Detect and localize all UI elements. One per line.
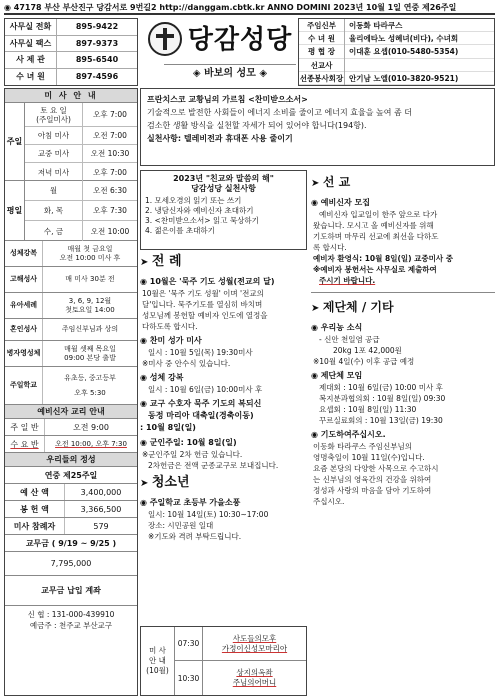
info-line: 매월 첫 금요일 — [67, 244, 113, 253]
catechumen-row — [5, 436, 137, 453]
offering-key: 미사 참례자 — [5, 518, 65, 534]
church-name: 당감성당 — [187, 25, 293, 55]
info-value: 주임신부님과 상의 — [61, 325, 119, 333]
mass-time: 오후 7:00 — [93, 110, 127, 119]
mass-row — [25, 181, 137, 201]
groups-line: 복지분과협의회 : 10월 8일(일) 09:30 — [319, 394, 446, 403]
middle-column — [140, 170, 307, 624]
groups-line: 정성과 사랑의 마음을 담아 기도하여 — [313, 486, 432, 495]
mass-time: 오전 6:30 — [93, 186, 127, 195]
arrow-icon: ➤ — [140, 478, 152, 489]
liturgy-line: 다하도록 합시다. — [142, 322, 198, 331]
groups-title: 제단체 / 기타 — [322, 300, 394, 314]
contact-label: 사무실 전화 — [5, 19, 57, 35]
mission-line: 주시기 바랍니다. — [319, 276, 376, 285]
liturgy-line: 달'입니다. 묵주기도를 열심히 바치며 — [142, 300, 263, 309]
practice-box — [140, 170, 307, 250]
mass-name: 교중 미사 — [25, 145, 83, 162]
staff-name: 율리에타노 성혜녀(비다), 수녀회 — [345, 32, 494, 45]
info-key: 병자영성체 — [5, 341, 43, 366]
liturgy-line: 일시 : 10월 5일(목) 19:30미사 — [148, 348, 253, 357]
church-emblem-icon — [148, 22, 182, 56]
account-info — [5, 606, 137, 631]
liturgy-line: 2차헌금은 전액 군종교구로 보내집니다. — [148, 461, 279, 470]
contact-table — [4, 18, 138, 86]
groups-line: 요셉회 : 10월 8일(일) 11:30 — [319, 405, 417, 414]
groups-item-head: ◉ 우리농 소식 — [311, 323, 363, 332]
bulletin-header — [4, 2, 495, 15]
offering-value: 579 — [93, 522, 109, 531]
contact-value: 897-4596 — [75, 71, 119, 81]
offering-subtitle: 연중 제25주일 — [5, 467, 137, 484]
october-mass-label-line: 미 사 — [149, 646, 166, 655]
mission-line: 기도하며 마무리 선교에 최선을 다하도 — [313, 232, 439, 241]
church-logo-block — [144, 18, 296, 86]
mass-name: 저녁 미사 — [25, 163, 83, 181]
mass-name: 월 — [25, 181, 83, 200]
staff-name — [345, 59, 494, 72]
groups-line: 주십시오. — [313, 497, 345, 506]
mass-row — [25, 201, 137, 221]
mass-rows — [25, 181, 137, 240]
groups-line: 제대회 : 10월 6일(금) 10:00 미사 후 — [319, 383, 443, 392]
account-title: 교무금 납입 계좌 — [5, 576, 137, 606]
liturgy-line: ※미사 중 안수식 있습니다. — [142, 359, 231, 368]
arrow-icon: ➤ — [140, 257, 152, 268]
info-line: 매월 셋째 목요일 — [64, 344, 116, 353]
mass-rows — [25, 103, 137, 180]
mission-title: 선 교 — [322, 175, 351, 189]
mass-name: 아침 미사 — [25, 127, 83, 144]
contact-value: 895-9422 — [75, 22, 119, 31]
mass-schedule-title: 미 사 안 내 — [5, 89, 137, 103]
contact-row — [5, 52, 137, 69]
groups-heading — [311, 297, 495, 319]
offering-row — [5, 484, 137, 501]
contact-row — [5, 19, 137, 36]
practice-subtitle: 당감성당 실천사항 — [191, 184, 256, 193]
groups-item-head: ◉ 기도하여주십시오. — [311, 430, 386, 439]
liturgy-title: 전 례 — [151, 254, 182, 269]
practice-title: 2023년 "친교와 말씀의 해" — [173, 174, 274, 183]
october-mass-desc — [203, 661, 306, 695]
weekday-mass-group — [5, 181, 137, 241]
offering-key: 봉 헌 액 — [5, 501, 65, 517]
catechumen-title: 예비신자 교리 안내 — [5, 405, 137, 419]
liturgy-line: 성모님께 봉헌할 예비자 인도에 열정을 — [142, 311, 268, 320]
mass-time: 오후 7:00 — [93, 167, 127, 177]
staff-role: 평 협 장 — [299, 45, 344, 58]
mass-name — [25, 103, 83, 126]
account-line: 예금주 : 천주교 부산교구 — [29, 621, 113, 630]
catechumen-row — [5, 419, 137, 436]
offering-key: 예 산 액 — [5, 484, 65, 500]
staff-roles — [299, 19, 345, 85]
info-line: 첫토요일 14:00 — [65, 305, 115, 314]
mission-line: 왔습니다. 모시고 올 예비신자를 위해 — [313, 221, 434, 230]
tithe-value: 7,795,000 — [5, 552, 137, 576]
sunday-mass-group — [5, 103, 137, 181]
staff-table — [298, 18, 495, 86]
info-row — [5, 267, 137, 293]
october-mass-desc-line: 가정이신성모마리아 — [221, 643, 288, 653]
liturgy-line: 10월은 '묵주 기도 성월' 이며 '전교의 — [142, 289, 264, 298]
contact-row — [5, 69, 137, 86]
sunday-school-row — [5, 367, 137, 405]
mass-row — [25, 103, 137, 127]
offering-value: 3,366,500 — [80, 505, 122, 514]
info-row — [5, 341, 137, 367]
youth-title: 청소년 — [151, 475, 190, 490]
info-key: 성체강복 — [5, 241, 43, 266]
account-line: 신 협 : 131-000-439910 — [27, 610, 115, 619]
liturgy-item-head: ◉ 군인주일: 10월 8일(일) — [140, 438, 237, 447]
practice-item: 3. <찬미받으소서> 읽고 묵상하기 — [145, 216, 259, 225]
church-subtitle: ◈ 바보의 성모 ◈ — [164, 64, 296, 83]
sunday-school-time: 오후 5:30 — [74, 388, 106, 397]
practice-item: 1. 모세오경의 읽기 또는 쓰기 — [145, 196, 242, 205]
groups-line: 이동화 타라쿠스 주임신부님의 — [313, 442, 412, 451]
contact-label: 수 녀 원 — [5, 69, 57, 86]
liturgy-item-head: ◉ 10월은 '묵주 기도 성월(전교의 달) — [140, 277, 275, 286]
staff-names — [345, 19, 494, 85]
october-mass-desc-line: 상지의옥좌 — [236, 668, 273, 677]
mission-line: 예비신자 입교일이 한주 앞으로 다가 — [319, 210, 438, 219]
liturgy-item-head: ◉ 성체 강복 — [140, 373, 184, 382]
mass-time: 오전 10:30 — [90, 149, 130, 158]
youth-heading — [140, 473, 307, 494]
staff-role: 주임신부 — [299, 19, 344, 32]
october-mass-row — [175, 627, 306, 661]
staff-name: 이동화 타라쿠스 — [345, 19, 494, 32]
arrow-icon: ➤ — [311, 303, 323, 314]
mass-name-line: 토 요 일 — [40, 105, 67, 115]
liturgy-line: 일시 : 10월 6일(금) 10:00미사 후 — [148, 385, 263, 394]
info-line: 09:00 본당 출발 — [64, 353, 116, 362]
info-value: 매 미사 30분 전 — [65, 275, 115, 283]
youth-line: 장소: 시민공원 일대 — [148, 521, 214, 530]
catechumen-time: 오전 9:00 — [73, 423, 109, 432]
liturgy-item-head: ◉ 찬미 성가 미사 — [140, 336, 202, 345]
youth-line: 일시: 10월 14일(토) 10:30~17:00 — [148, 510, 269, 519]
left-column — [4, 88, 138, 696]
pope-teaching-title: 프란치스코 교황님의 가르침 <찬미받으소서> — [147, 95, 308, 104]
groups-line: ※10월 4일(수) 이후 공급 예정 — [313, 357, 415, 366]
sunday-school-value — [43, 367, 137, 404]
youth-line: ※기도와 격려 부탁드립니다. — [148, 532, 242, 541]
october-mass-time: 10:30 — [175, 661, 203, 695]
october-mass-time: 07:30 — [175, 627, 203, 660]
staff-name: 이대훈 요셉(010-5480-5354) — [345, 45, 494, 58]
offering-row — [5, 518, 137, 535]
october-mass-label — [141, 627, 175, 695]
staff-name: 안기남 노엘(010-3820-9521) — [345, 72, 494, 85]
pope-teaching-line: 기술적으로 발전한 사회들이 에너지 소비를 줄이고 에너지 효율을 높여 좀 더 — [147, 108, 412, 117]
offering-value: 3,400,000 — [80, 488, 122, 497]
october-mass-row — [175, 661, 306, 695]
mass-time: 오전 7:00 — [93, 131, 127, 140]
info-row — [5, 241, 137, 267]
pope-teaching-practice: 실천사항: 텔레비전과 휴대폰 사용 줄이기 — [147, 134, 293, 143]
october-mass-label-line: (10월) — [146, 666, 169, 675]
mass-time: 오후 7:30 — [93, 206, 127, 215]
arrow-icon: ➤ — [311, 178, 323, 189]
groups-line: 는 신부님의 영육간의 건강을 위하여 — [313, 475, 432, 484]
contact-label: 사무실 팩스 — [5, 36, 57, 52]
mass-name: 화, 목 — [25, 201, 83, 220]
practice-item: 2. 냉담신자와 예비신자 초대하기 — [145, 206, 254, 215]
offering-row — [5, 501, 137, 518]
groups-line: - 신안 천일염 공급 — [319, 335, 380, 344]
contact-row — [5, 36, 137, 53]
mission-line: 록 합시다. — [313, 243, 347, 252]
contact-value: 897-9373 — [75, 38, 119, 48]
october-mass-table — [140, 626, 307, 696]
mission-line: 예비자 환영식: 10월 8일(일) 교중미사 중 — [313, 254, 453, 263]
catechumen-class: 주 일 반 — [5, 419, 45, 435]
liturgy-line: 동정 마리아 대축일(경축이동) — [148, 411, 254, 420]
liturgy-line: : 10월 8일(일) — [140, 423, 196, 432]
youth-item-head: ◉ 주일학교 초등부 가을소풍 — [140, 498, 241, 507]
mass-row — [25, 127, 137, 145]
tithe-label: 교무금 ( 9/19 ~ 9/25 ) — [5, 535, 137, 552]
groups-line: 영명축일이 10월 11일(수)입니다. — [313, 453, 425, 462]
info-row — [5, 319, 137, 341]
info-row — [5, 293, 137, 319]
info-line: 3, 6, 9, 12월 — [68, 296, 112, 305]
info-line: 오전 10:00 미사 후 — [59, 253, 121, 262]
mass-group-label: 주일 — [5, 103, 25, 180]
info-value — [43, 293, 137, 318]
groups-line: 요즘 본당의 다양한 사목으로 수고하시 — [313, 464, 439, 473]
staff-role: 선종봉사회장 — [299, 72, 344, 85]
mission-line: ※예비자 봉헌서는 사무실로 제출하여 — [313, 265, 437, 274]
mission-item-head: ◉ 예비신자 모집 — [311, 198, 370, 207]
info-value — [43, 341, 137, 366]
mass-name: 수, 금 — [25, 221, 83, 241]
header-line: ◉ 47178 부산 부산진구 당감서로 9번길2 http://danggam.cbtk.kr ANNO DOMINI 2023년 10월 1일 연중 제26주일 — [4, 3, 457, 12]
liturgy-heading — [140, 252, 307, 273]
liturgy-item-head: ◉ 교구 수호자 묵주 기도의 복되신 — [140, 399, 262, 408]
october-mass-desc — [203, 627, 306, 660]
catechumen-class: 수 요 반 — [5, 436, 45, 452]
pope-teaching-line: 검소한 생활 방식을 실천할 자세가 되어 있어야 합니다(194항). — [147, 121, 367, 130]
staff-role: 선교사 — [299, 59, 344, 72]
mass-time: 오전 10:00 — [90, 226, 130, 236]
info-key: 유아세례 — [5, 293, 43, 318]
practice-item: 4. 젊은이를 초대하기 — [145, 226, 215, 235]
october-mass-label-line: 안 내 — [149, 656, 166, 665]
mass-row — [25, 145, 137, 163]
groups-item-head: ◉ 제단체 모임 — [311, 371, 363, 380]
sunday-school-name: 유초등, 중고등부 — [64, 373, 116, 382]
mass-group-label: 평일 — [5, 181, 25, 240]
section-divider — [311, 292, 495, 293]
info-key: 주일학교 — [5, 367, 43, 404]
offering-title: 우리들의 정성 — [5, 453, 137, 467]
groups-line: 20kg 1포 42,000원 — [333, 346, 402, 355]
groups-line: 꾸르실료회의 : 10월 13일(금) 19:30 — [319, 416, 443, 425]
info-value — [43, 241, 137, 266]
october-mass-desc-line: 주님의어머니 — [232, 678, 277, 687]
mass-row — [25, 221, 137, 241]
info-key: 고해성사 — [5, 267, 43, 292]
liturgy-line: ※군인주일 2차 헌금 있습니다. — [142, 450, 243, 459]
pope-teaching-box — [140, 88, 495, 166]
mass-row — [25, 163, 137, 181]
mass-name-line: (주일미사) — [36, 114, 71, 124]
october-mass-desc-line: 사도들의모후 — [232, 633, 277, 643]
contact-value: 895-6540 — [75, 55, 119, 64]
right-column — [311, 170, 495, 696]
staff-role: 수 녀 원 — [299, 32, 344, 45]
info-key: 혼인성사 — [5, 319, 43, 340]
mission-heading — [311, 172, 495, 194]
contact-label: 사 제 관 — [5, 52, 57, 68]
october-mass-rows — [175, 627, 306, 695]
catechumen-time: 오전 10:00, 오후 7:30 — [55, 440, 127, 448]
